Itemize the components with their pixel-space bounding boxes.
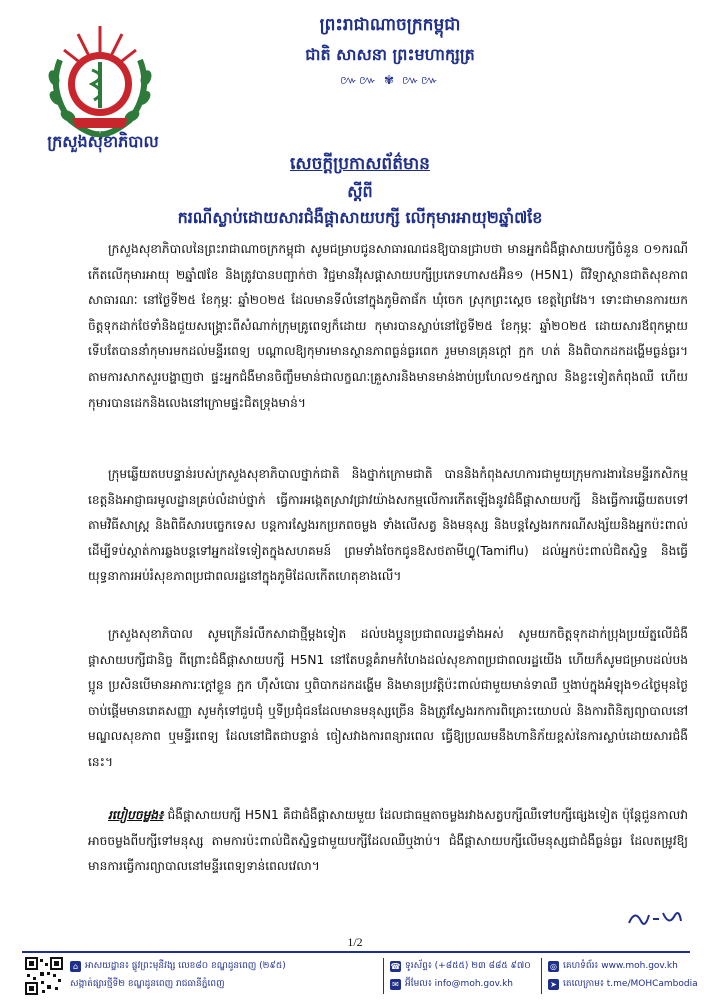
footer-divider — [22, 951, 690, 953]
footer-website[interactable] — [548, 960, 678, 973]
kingdom-heading: ព្រះរាជាណាចក្រកម្ពុជា — [319, 15, 461, 35]
footer-phone — [390, 960, 531, 973]
footer-email[interactable] — [390, 978, 513, 991]
qr-code-icon — [25, 957, 63, 995]
email-icon: ✉ — [390, 979, 401, 990]
footer-telegram-text[interactable]: តេលេក្រាម៖ t.me/MOHCambodia — [563, 979, 698, 989]
paragraph-1: ក្រសួងសុខាភិបាលនៃព្រះរាជាណាចក្រកម្ពុជា សូមជម្រាបជូនសាធារណជនឱ្យបានជ្រាបថា មានអ្នកជំងឺផ្តាសាយបក្សីចំនួន ០១ករណី កើតលើកុមារអាយុ ២ឆ្នាំ៧ខែ និងត្រូវបានបញ្ជាក់ថា វិជ្ជមានវីរុសផ្តាសាយបក្សីប្រភេទហាស៥អ៊ិន១ (H5N1) ពីវិទ្យាស្ថានជាតិសុខភាពសាធារណៈ នៅថ្ងៃទី២៥ ខែកុម្ភៈ ឆ្នាំ២០២៥ ដែលមានទីលំនៅក្នុងភូមិតាផ័ក ឃុំចេក ស្រុកព្រះស្តេច ខេត្តព្រៃវែង។ ទោះជាមានការយកចិត្តទុកដាក់ថែទាំនិងជួយសង្គ្រោះពីសំណាក់ក្រុមគ្រូពេទ្យក៏ដោយ កុមារបានស្លាប់នៅថ្ងៃទី២៥ ខែកុម្ភៈ ឆ្នាំ២០២៥ ដោយសារឪពុកម្តាយទើបតែបាននាំកុមារមកដល់មន្ទីរពេទ្យ បណ្តាលឱ្យកុមារមានស្ថានភាពធ្ងន់ធ្ងរពេក រួមមានគ្រុនក្តៅ ក្អក ហត់ និងពិបាកដកដង្ហើមធ្ងន់ធ្ងរ។ តាមការសាកសួរបង្ហាញថា ផ្ទះអ្នកជំងឺមានចិញ្ចឹមមាន់ជាលក្ខណៈគ្រួសារនិងមានមាន់ងាប់ប្រហែល១៥ក្បាល និងខ្លះទៀតកំពុងឈឺ ហើយកុមារបានដេកនិងលេងនៅក្រោមផ្ទះជិតទ្រុងមាន់។ — [88, 242, 688, 410]
footer-separator — [541, 958, 542, 994]
paragraph-2: ក្រុមឆ្លើយតបបន្ទាន់របស់ក្រសួងសុខាភិបាលថ្នាក់ជាតិ និងថ្នាក់ក្រោមជាតិ បាននិងកំពុងសហការជាមួយក្រុមការងារនៃមន្ទីរកសិកម្មខេត្តនិងអាជ្ញាធរមូលដ្ឋានគ្រប់លំដាប់ថ្នាក់ ធ្វើការអង្កេតស្រាវជ្រាវយ៉ាងសកម្មលើការកើតឡើងនូវជំងឺផ្តាសាយបក្សី និងធ្វើការឆ្លើយតបទៅតាមវិធីសាស្ត្រ និងពិធីសារបច្ចេកទេស បន្តការស្វែងរកប្រភពចម្លង ទាំងលើសត្វ និងមនុស្ស និងបន្តស្វែងរកករណីសង្ស័យនិងអ្នកប៉ះពាល់ ដើម្បីទប់ស្កាត់ការឆ្លងបន្តទៅអ្នកដទៃទៀតក្នុងសហគមន៍ ព្រមទាំងចែកជូនឱសថតាមីហ្វ្លូ(Tamiflu) ដល់អ្នកប៉ះពាល់ជិតស្និទ្ធ និងធ្វើយុទ្ធនាការអប់រំសុខភាពប្រជាពលរដ្ឋនៅក្នុងភូមិដែលកើតហេតុខាងលើ។ — [88, 467, 688, 584]
telegram-icon: ➤ — [548, 979, 559, 990]
footer-separator — [383, 958, 384, 994]
ministry-name: ក្រសួងសុខាភិបាល — [47, 132, 159, 151]
ministry-emblem-logo — [40, 20, 160, 142]
initials-signature — [625, 905, 685, 931]
footer-address-line-2: សង្កាត់ផ្សារថ្មីទី២ ខណ្ឌដូនពេញ រាជធានីភ្នំពេញ — [70, 979, 225, 989]
page-number: 1/2 — [347, 935, 363, 949]
paragraph-3: ក្រសួងសុខាភិបាល សូមក្រើនរំលឹកសាជាថ្មីម្តងទៀត ដល់បងប្អូនប្រជាពលរដ្ឋទាំងអស់ សូមយកចិត្តទុកដាក់ប្រុងប្រយ័ត្នលើជំងឺផ្តាសាយបក្សីជានិច្ច ពីព្រោះជំងឺផ្តាសាយបក្សី H5N1 នៅតែបន្តគំរាមកំហែងដល់សុខភាពប្រជាពលរដ្ឋយើង ហើយក៏សូមជម្រាបដល់បងប្អូន ប្រសិនបើមានអាការៈក្តៅខ្លួន ក្អក ហ៊ឺសំបោរ ឬពិបាកដកដង្ហើម និងមានប្រវត្តិប៉ះពាល់ជាមួយមាន់ទាឈឺ ឬងាប់ក្នុងអំឡុង១៤ថ្ងៃមុនថ្ងៃចាប់ផ្តើមមានរោគសញ្ញា សូមកុំទៅជួបជុំ ឬទីប្រជុំជនដែលមានមនុស្សច្រើន និងត្រូវស្វែងរកការពិគ្រោះយោបល់ និងការពិនិត្យព្យាបាលនៅមណ្ឌលសុខភាព ឬមន្ទីរពេទ្យ ដែលនៅជិតជាបន្ទាន់ ចៀសវាងការពន្យារពេល ធ្វើឱ្យប្រឈមនឹងហានិភ័យខ្ពស់នៃការស្លាប់ដោយសារជំងឺនេះ។ — [88, 627, 688, 769]
footer-address-line-1 — [70, 960, 286, 973]
document-subtitle: ស្តីពី — [347, 182, 373, 201]
footer-phone-text: ទូរស័ព្ទ៖ (+៨៥៥) ២៣ ៨៨៥ ៩៧០ — [405, 961, 531, 971]
footer-telegram[interactable] — [548, 978, 698, 991]
phone-icon: ☎ — [390, 962, 401, 971]
footer-website-text[interactable]: គេហទំព័រ៖ www.moh.gov.kh — [563, 961, 678, 971]
transmission-heading: របៀបចម្លង៖ — [108, 808, 164, 822]
document-title: សេចក្តីប្រកាសព័ត៌មាន — [290, 154, 430, 174]
location-icon: ⌂ — [70, 961, 81, 972]
footer-email-text[interactable]: អ៊ីមែល៖ info@moh.gov.kh — [405, 979, 514, 989]
globe-icon: ◎ — [548, 961, 559, 972]
document-subject: ករណីស្លាប់ដោយសារជំងឺផ្តាសាយបក្សី លើកុមារអាយុ២ឆ្នាំ៧ខែ — [177, 208, 543, 227]
header-ornament: ៚៚ ✾ ៚៚ — [340, 73, 440, 87]
transmission-text: ជំងឺផ្តាសាយបក្សី H5N1 គឺជាជំងឺផ្តាសាយមួយ ដែលជាធម្មតាចម្លងរវាងសត្វបក្សីឈឺទៅបក្សីផ្សេងទៀត ប៉ុន្តែជួនកាលវាអាចចម្លងពីបក្សីទៅមនុស្ស តាមការប៉ះពាល់ជិតស្និទ្ធជាមួយបក្សីដែលឈឺឬងាប់។ ជំងឺផ្តាសាយបក្សីលើមនុស្សជាជំងឺធ្ងន់ធ្ងរ ដែលតម្រូវឱ្យមានការធ្វើការព្យាបាលនៅមន្ទីរពេទ្យទាន់ពេលវេលា។ — [88, 808, 688, 874]
national-motto: ជាតិ សាសនា ព្រះមហាក្សត្រ — [305, 45, 475, 64]
paragraph-4 — [88, 803, 688, 880]
footer-address-text-1: អាសយដ្ឋាន៖ ផ្លូវព្រះមុនីវង្ស លេខ៨០ ខណ្ឌដូនពេញ (២៩៥) — [85, 961, 286, 971]
